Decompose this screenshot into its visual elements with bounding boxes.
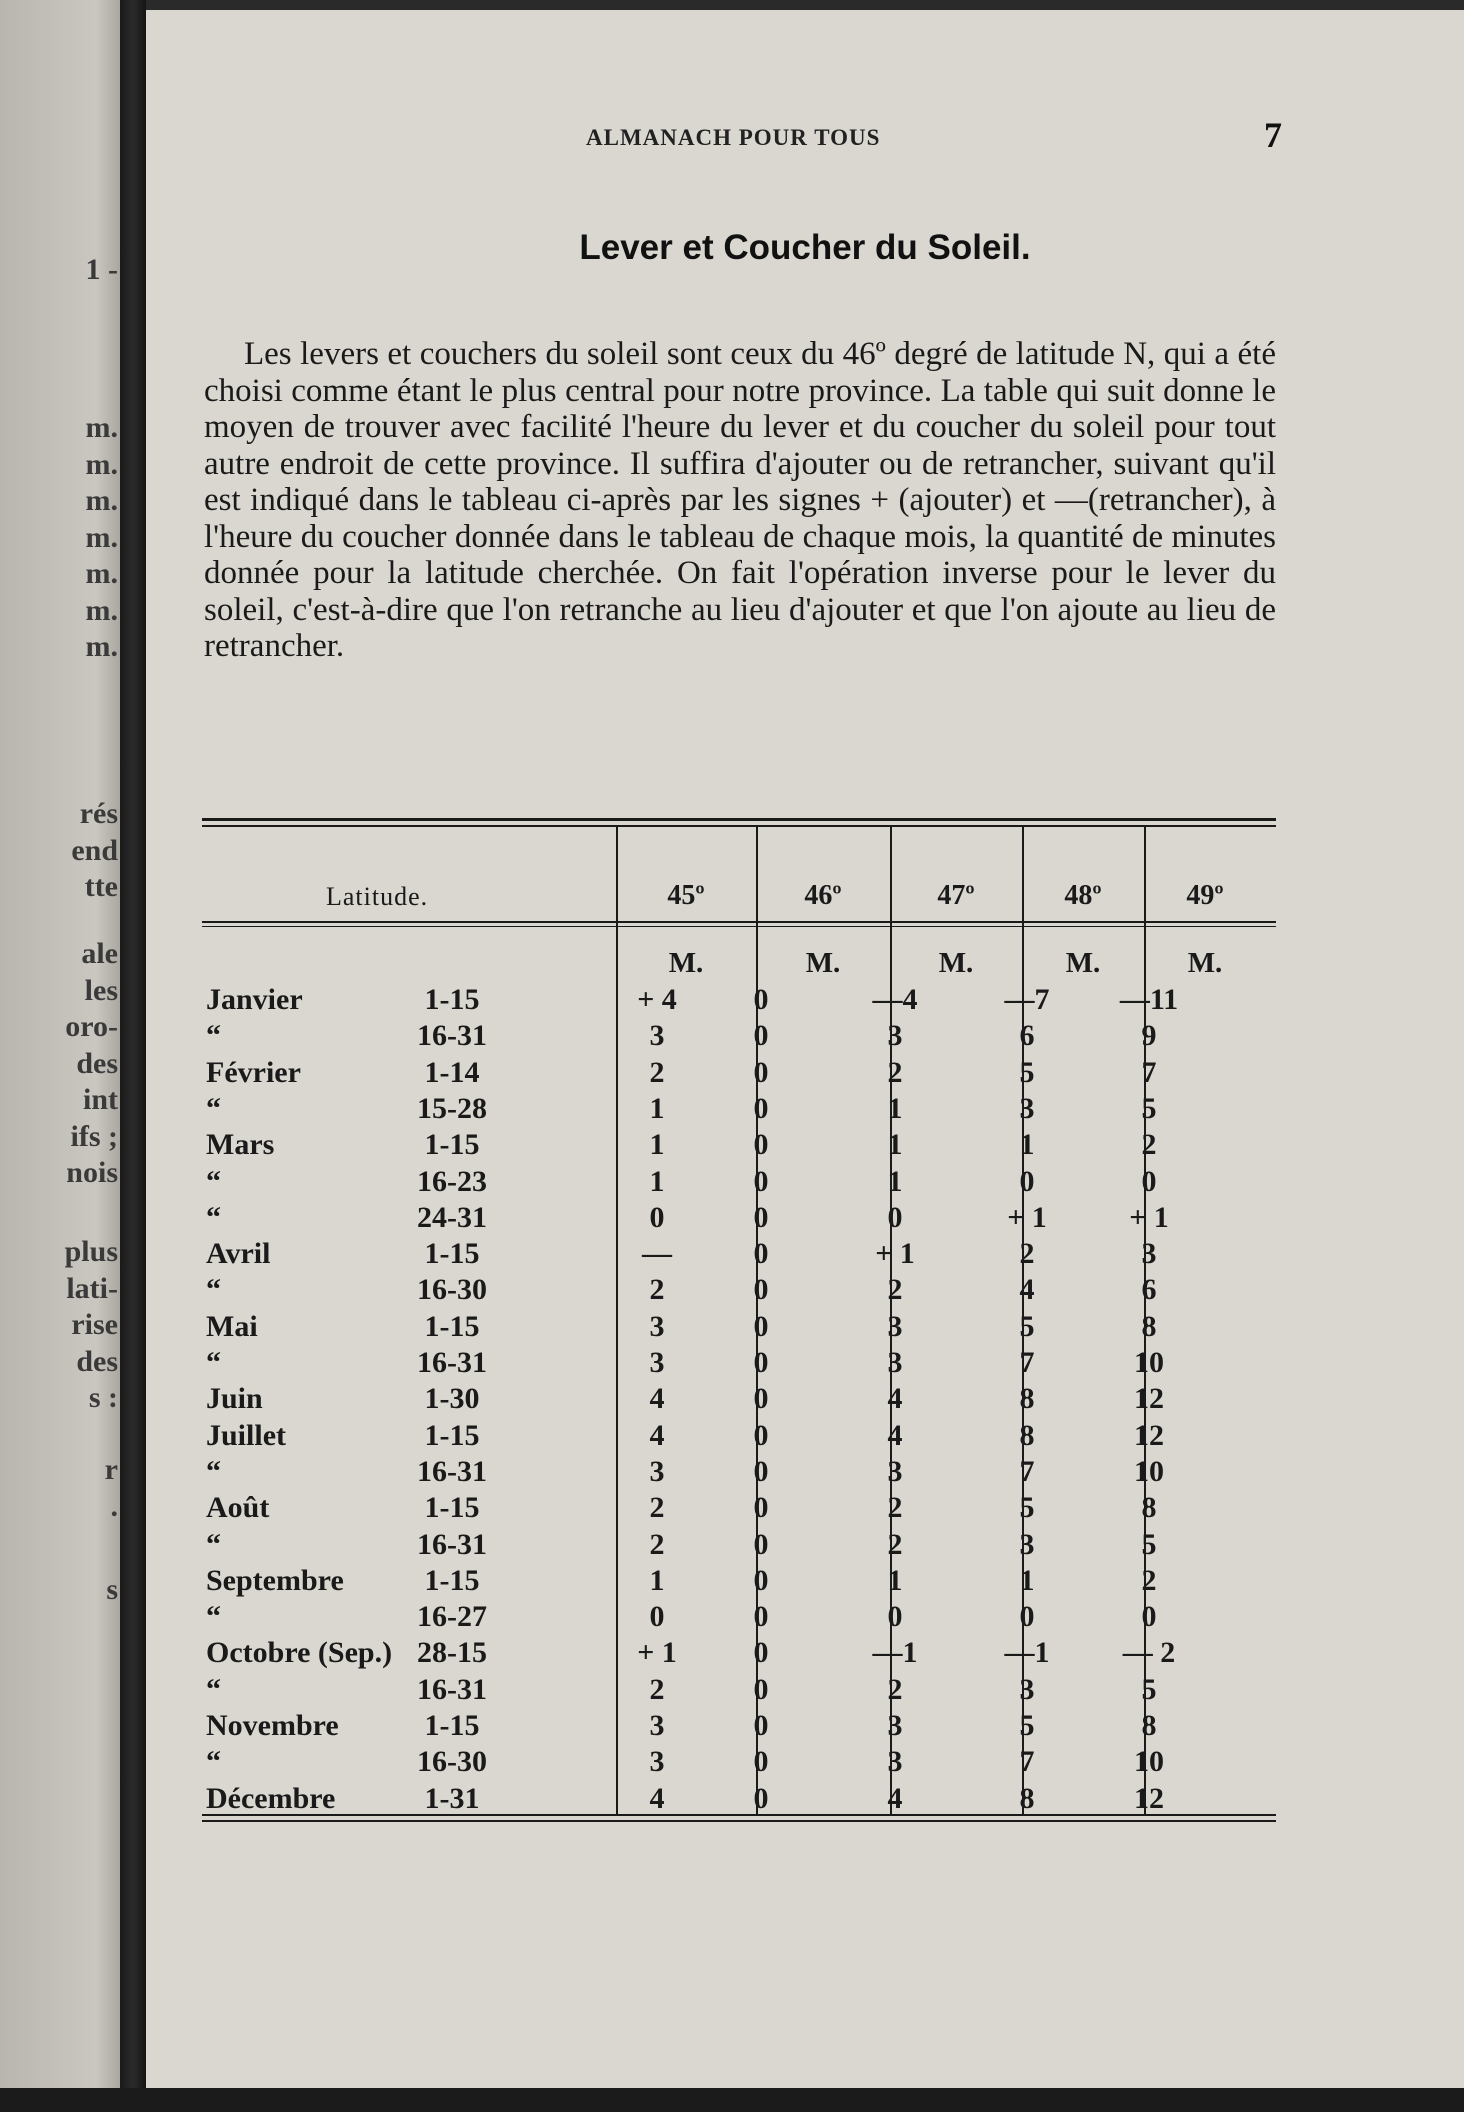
minutes-cell: 4 [887, 1418, 903, 1452]
minutes-cell: 0 [1141, 1600, 1157, 1634]
minutes-cell: 3 [887, 1309, 903, 1343]
minutes-cell: 0 [753, 1491, 769, 1525]
minutes-cell: 10 [1134, 1346, 1164, 1379]
minutes-cell: + 1 [1129, 1200, 1169, 1234]
minutes-cell: 2 [887, 1527, 903, 1561]
minutes-cell: 0 [753, 1164, 769, 1198]
minutes-cell: 0 [753, 1600, 769, 1634]
minutes-cell: 3 [649, 1346, 665, 1379]
minutes-cell: 2 [887, 1055, 903, 1089]
minutes-cell: 4 [649, 1781, 665, 1815]
header-rule [202, 921, 1276, 923]
days-cell: 1-15 [424, 1709, 480, 1742]
table-row [202, 1527, 1276, 1563]
minutes-cell: 3 [887, 1745, 903, 1779]
minutes-cell: 0 [753, 1309, 769, 1343]
minutes-cell: 2 [887, 1491, 903, 1525]
minutes-cell: 8 [1141, 1709, 1157, 1742]
minutes-cell: 0 [649, 1600, 665, 1634]
minutes-cell: 1 [887, 1563, 903, 1597]
margin-line: rés [79, 797, 118, 830]
minutes-cell: 9 [1141, 1019, 1157, 1053]
margin-line: ifs ; [70, 1119, 118, 1153]
table-row [202, 1164, 1276, 1200]
days-cell: 16-31 [417, 1019, 487, 1053]
table-row [202, 1200, 1276, 1236]
minutes-cell: 4 [649, 1382, 665, 1416]
table-row [202, 1381, 1276, 1417]
days-cell: 1-15 [424, 1309, 480, 1343]
month-cell: “ [206, 1273, 221, 1307]
minutes-cell: + 1 [637, 1636, 677, 1670]
minutes-cell: 0 [1019, 1600, 1035, 1634]
scan-bottom-edge [0, 2088, 1464, 2112]
minutes-cell: 0 [753, 1019, 769, 1053]
minutes-cell: —11 [1119, 983, 1179, 1016]
margin-line: m. [85, 447, 118, 481]
table-row [202, 1091, 1276, 1127]
margin-line: oro- [65, 1010, 118, 1043]
minutes-cell: 3 [1019, 1672, 1035, 1706]
minutes-cell: —4 [872, 983, 918, 1016]
minutes-cell: 3 [649, 1019, 665, 1053]
minutes-cell: 0 [753, 1527, 769, 1561]
latitude-column-header: 49º [1186, 880, 1224, 911]
minutes-cell: 2 [649, 1672, 665, 1706]
margin-line: plus [64, 1235, 118, 1268]
days-cell: 1-15 [424, 1491, 480, 1525]
margin-fragment [0, 796, 118, 906]
latitude-column-header: 46º [804, 880, 842, 911]
minutes-cell: 0 [753, 1709, 769, 1742]
minutes-cell: 3 [649, 1309, 665, 1343]
minutes-cell: 3 [1019, 1527, 1035, 1561]
minutes-cell: 3 [649, 1745, 665, 1779]
margin-line: m. [85, 593, 118, 627]
minutes-cell: —1 [1004, 1636, 1050, 1670]
days-cell: 16-31 [417, 1527, 487, 1561]
minutes-cell: 2 [887, 1273, 903, 1307]
minutes-cell: —7 [1004, 983, 1050, 1016]
table-row [202, 1490, 1276, 1526]
days-cell: 1-15 [424, 983, 480, 1016]
month-cell: Mars [206, 1128, 275, 1162]
minutes-cell: 7 [1019, 1745, 1035, 1779]
margin-line: r [104, 1453, 118, 1486]
month-cell: Novembre [206, 1709, 339, 1742]
days-cell: 1-14 [424, 1055, 480, 1089]
month-cell: “ [206, 1164, 221, 1198]
minutes-cell: 0 [753, 1781, 769, 1815]
month-cell: “ [206, 1200, 221, 1234]
month-cell: Octobre (Sep.) [206, 1636, 393, 1670]
days-cell: 1-15 [424, 1128, 480, 1162]
month-cell: “ [206, 1600, 221, 1634]
minutes-cell: 3 [887, 1019, 903, 1053]
days-cell: 16-30 [417, 1745, 487, 1779]
table-row [202, 1272, 1276, 1308]
margin-line: ale [81, 937, 118, 970]
minutes-cell: 12 [1134, 1418, 1164, 1452]
minutes-cell: 0 [753, 1454, 769, 1488]
margin-line: lati- [66, 1271, 118, 1305]
scan-top-edge [146, 0, 1464, 10]
minutes-cell: 1 [1019, 1563, 1035, 1597]
minutes-cell: 0 [753, 1055, 769, 1089]
minutes-cell: 10 [1134, 1454, 1164, 1488]
minutes-cell: 0 [753, 1636, 769, 1670]
month-cell: “ [206, 1454, 221, 1488]
minutes-cell: 4 [649, 1418, 665, 1452]
minutes-cell: 5 [1019, 1055, 1035, 1089]
page-title: Lever et Coucher du Soleil. [579, 228, 1031, 267]
month-cell: Juillet [206, 1418, 286, 1452]
minutes-cell: 2 [1141, 1128, 1157, 1162]
days-cell: 1-15 [424, 1418, 480, 1452]
minutes-cell: + 1 [1007, 1200, 1047, 1234]
margin-line: m. [85, 411, 118, 444]
minutes-cell: 3 [1141, 1237, 1157, 1271]
unit-label: M. [668, 947, 704, 979]
minutes-cell: 2 [1019, 1237, 1035, 1271]
minutes-cell: 3 [887, 1709, 903, 1742]
margin-line: s [106, 1573, 118, 1606]
margin-line: des [76, 1344, 118, 1378]
table-row [202, 1345, 1276, 1381]
minutes-cell: 5 [1019, 1491, 1035, 1525]
month-cell: Août [206, 1491, 270, 1525]
minutes-cell: 6 [1019, 1019, 1035, 1053]
minutes-cell: 3 [887, 1346, 903, 1379]
minutes-cell: + 1 [875, 1237, 915, 1271]
minutes-cell: 4 [887, 1382, 903, 1416]
intro-paragraph [204, 336, 1276, 665]
book-gutter [120, 0, 146, 2112]
minutes-cell: 2 [649, 1055, 665, 1089]
minutes-cell: 8 [1141, 1309, 1157, 1343]
days-cell: 15-28 [417, 1091, 487, 1125]
minutes-cell: 1 [887, 1128, 903, 1162]
days-cell: 16-23 [417, 1164, 487, 1198]
minutes-cell: 0 [753, 1091, 769, 1125]
minutes-cell: 2 [1141, 1563, 1157, 1597]
margin-line: 1 - [85, 253, 118, 286]
margin-fragment [0, 1572, 118, 1609]
minutes-cell: 5 [1019, 1309, 1035, 1343]
minutes-cell: 0 [753, 1237, 769, 1271]
minutes-cell: 0 [753, 1128, 769, 1162]
minutes-cell: 1 [887, 1164, 903, 1198]
minutes-cell: 0 [753, 1745, 769, 1779]
days-cell: 1-15 [424, 1563, 480, 1597]
table-row [202, 1672, 1276, 1708]
minutes-cell: 8 [1019, 1382, 1035, 1416]
margin-line: m. [85, 484, 118, 517]
minutes-cell: 2 [887, 1672, 903, 1706]
margin-line: . [110, 1489, 118, 1523]
month-cell: Juin [206, 1382, 263, 1416]
minutes-cell: 1 [1019, 1128, 1035, 1162]
minutes-cell: 5 [1141, 1672, 1157, 1706]
minutes-cell: 0 [753, 1563, 769, 1597]
table-row [202, 1018, 1276, 1054]
margin-fragment [0, 1452, 118, 1525]
minutes-cell: 0 [753, 1382, 769, 1416]
margin-line: des [76, 1046, 118, 1080]
month-cell: “ [206, 1091, 221, 1125]
table-row [202, 1708, 1276, 1744]
margin-line: s : [88, 1381, 118, 1414]
margin-fragment [0, 410, 118, 666]
minutes-cell: 0 [1141, 1164, 1157, 1198]
minutes-cell: 1 [887, 1091, 903, 1125]
minutes-cell: 10 [1134, 1745, 1164, 1779]
days-cell: 16-31 [417, 1454, 487, 1488]
table-row [202, 1236, 1276, 1272]
latitude-column-header: 47º [937, 880, 975, 911]
margin-line: m. [85, 557, 118, 590]
minutes-cell: 3 [887, 1454, 903, 1488]
days-cell: 1-31 [424, 1781, 480, 1815]
table-row [202, 1599, 1276, 1635]
minutes-cell: 7 [1019, 1454, 1035, 1488]
margin-line: les [84, 973, 118, 1007]
unit-label: M. [805, 947, 841, 979]
minutes-cell: 8 [1019, 1418, 1035, 1452]
minutes-cell: 1 [649, 1128, 665, 1162]
minutes-cell: 0 [649, 1200, 665, 1234]
margin-line: m. [85, 630, 118, 663]
latitude-column-header: 48º [1064, 880, 1102, 911]
minutes-cell: 6 [1141, 1273, 1157, 1307]
minutes-cell: 3 [649, 1454, 665, 1488]
table-row [202, 1418, 1276, 1454]
minutes-cell: 8 [1019, 1781, 1035, 1815]
latitude-header: Latitude. [326, 882, 429, 911]
minutes-cell: 3 [1019, 1091, 1035, 1125]
minutes-cell: 0 [753, 1200, 769, 1234]
days-cell: 28-15 [417, 1636, 487, 1670]
table-top-rule [202, 818, 1276, 821]
minutes-cell: 0 [753, 1346, 769, 1379]
table-row [202, 1781, 1276, 1817]
minutes-cell: 0 [753, 1418, 769, 1452]
minutes-cell: 3 [649, 1709, 665, 1742]
minutes-cell: 4 [887, 1781, 903, 1815]
days-cell: 16-27 [417, 1600, 487, 1634]
month-cell: “ [206, 1019, 221, 1053]
table-row [202, 1635, 1276, 1671]
month-cell: Septembre [206, 1563, 344, 1597]
days-cell: 16-31 [417, 1672, 487, 1706]
minutes-cell: 1 [649, 1563, 665, 1597]
month-cell: Mai [206, 1309, 258, 1343]
table-bottom-rule-inner [202, 1820, 1276, 1822]
days-cell: 16-31 [417, 1346, 487, 1379]
days-cell: 24-31 [417, 1200, 487, 1234]
month-cell: Février [206, 1055, 301, 1089]
minutes-cell: 7 [1019, 1346, 1035, 1379]
days-cell: 1-15 [424, 1237, 480, 1271]
days-cell: 1-30 [424, 1382, 480, 1416]
month-cell: Janvier [206, 983, 303, 1016]
minutes-cell: 0 [753, 1273, 769, 1307]
margin-line: int [82, 1083, 118, 1116]
table-row [202, 1454, 1276, 1490]
month-cell: “ [206, 1672, 221, 1706]
running-head: ALMANACH POUR TOUS [586, 125, 881, 150]
minutes-cell: 1 [649, 1091, 665, 1125]
table-row [202, 1744, 1276, 1780]
table-top-rule-inner [202, 825, 1276, 827]
days-cell: 16-30 [417, 1273, 487, 1307]
minutes-cell: — 2 [1122, 1636, 1176, 1670]
minutes-cell: 4 [1019, 1273, 1035, 1307]
minutes-cell: 12 [1134, 1382, 1164, 1416]
table-row [202, 1309, 1276, 1345]
minutes-cell: 2 [649, 1491, 665, 1525]
paragraph-text: Les levers et couchers du soleil sont ceux du 46º degré de latitude N, qui a été choisi comme étant le plus central pour notre province. La table qui suit donne le moyen de trouver avec facilité l'heure du lever et du coucher du soleil pour tout autre endroit de cette province. Il suffira d'ajouter ou de retrancher, suivant qu'il est indiqué dans le tableau ci-après par les signes + (ajouter) et —(retrancher), à l'heure du coucher donnée dans le tableau de chaque mois, la quantité de minutes donnée pour la latitude cherchée. On fait l'opération inverse pour le lever du soleil, c'est-à-dire que l'on retranche au lieu d'ajouter et que l'on ajoute au lieu de retrancher. [204, 336, 1276, 664]
minutes-cell: 0 [1019, 1164, 1035, 1198]
month-cell: “ [206, 1346, 221, 1379]
table-row [202, 1563, 1276, 1599]
header-rule-inner [202, 926, 1276, 927]
minutes-cell: 5 [1141, 1091, 1157, 1125]
minutes-cell: 0 [887, 1600, 903, 1634]
margin-line: nois [66, 1156, 118, 1189]
table-row [202, 1127, 1276, 1163]
margin-line: rise [71, 1308, 118, 1341]
table-row [202, 982, 1276, 1018]
minutes-cell: 2 [649, 1273, 665, 1307]
minutes-cell: 7 [1141, 1055, 1157, 1089]
minutes-cell: 0 [753, 983, 769, 1016]
minutes-cell: 0 [753, 1672, 769, 1706]
margin-fragment [0, 936, 118, 1192]
minutes-cell: 2 [649, 1527, 665, 1561]
minutes-cell: 12 [1134, 1781, 1164, 1815]
latitude-column-header: 45º [667, 880, 705, 911]
minutes-cell: 8 [1141, 1491, 1157, 1525]
page-number: 7 [1264, 115, 1282, 155]
unit-label: M. [1065, 947, 1101, 979]
minutes-cell: + 4 [637, 983, 677, 1016]
margin-line: m. [85, 520, 118, 554]
minutes-cell: — [642, 1237, 672, 1271]
minutes-cell: —1 [872, 1636, 918, 1670]
minutes-cell: 0 [887, 1200, 903, 1234]
month-cell: Décembre [206, 1781, 336, 1815]
month-cell: “ [206, 1745, 221, 1779]
unit-label: M. [1187, 947, 1223, 979]
table-row [202, 1055, 1276, 1091]
margin-line: tte [84, 870, 118, 903]
month-cell: Avril [206, 1237, 271, 1271]
month-cell: “ [206, 1527, 221, 1561]
margin-line: end [71, 833, 118, 867]
margin-fragment [0, 1234, 118, 1417]
minutes-cell: 5 [1019, 1709, 1035, 1742]
margin-fragment [0, 252, 118, 289]
unit-label: M. [938, 947, 974, 979]
minutes-cell: 1 [649, 1164, 665, 1198]
minutes-cell: 5 [1141, 1527, 1157, 1561]
page [146, 10, 1464, 2088]
